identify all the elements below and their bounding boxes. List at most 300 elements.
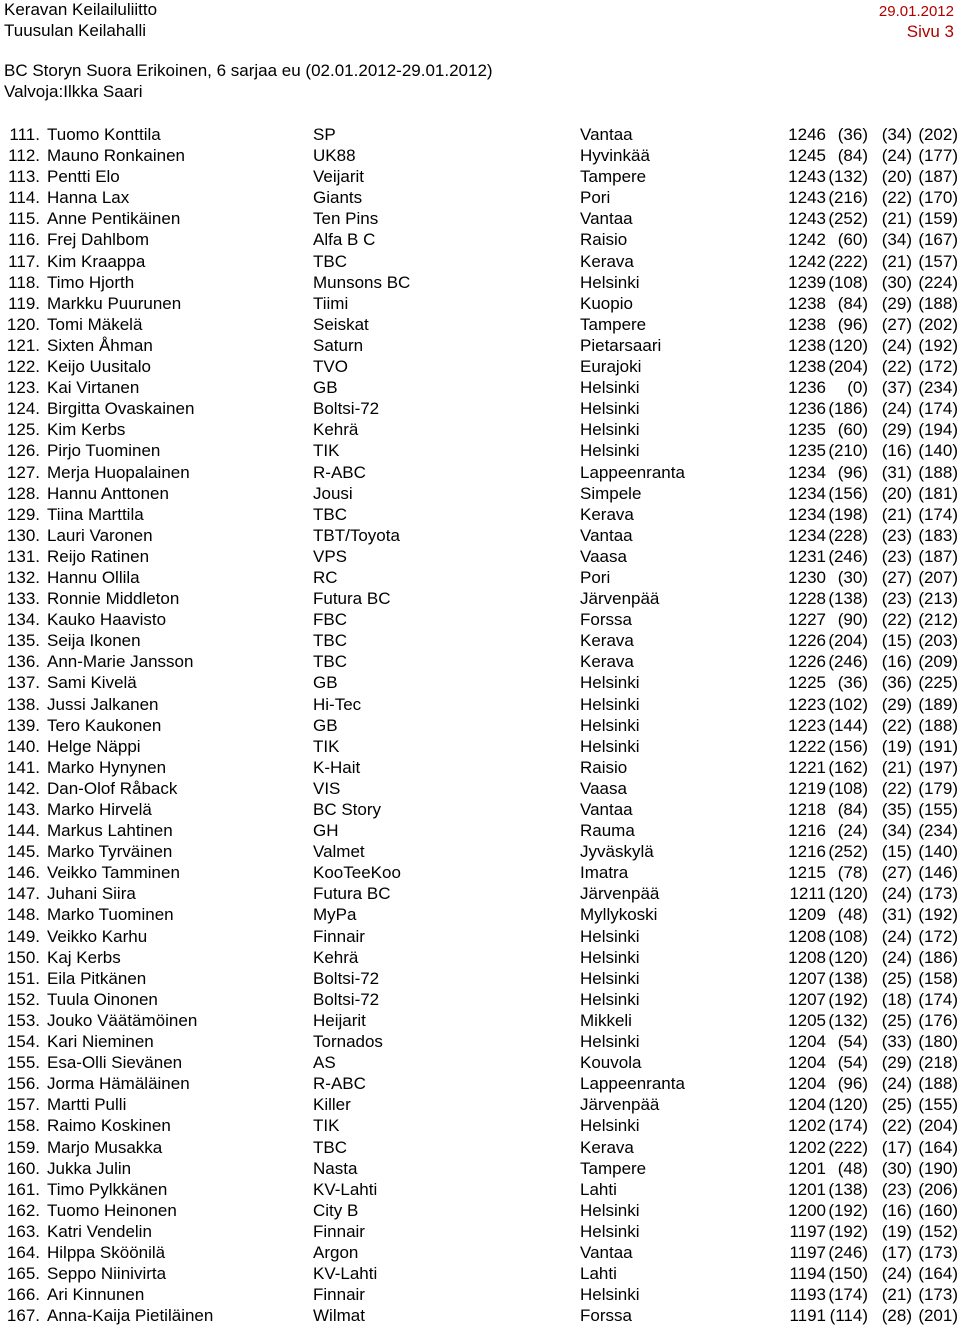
city-cell: Vaasa xyxy=(580,778,627,798)
rank-cell: 156. xyxy=(6,1074,40,1094)
player-name-cell: Tuula Oinonen xyxy=(47,989,158,1009)
best-game-cell: (140) xyxy=(918,842,958,862)
table-row xyxy=(0,145,960,166)
rank-cell: 129. xyxy=(6,504,40,524)
best-game-cell: (188) xyxy=(918,715,958,735)
best-game-cell: (140) xyxy=(918,441,958,461)
player-name-cell: Jussi Jalkanen xyxy=(47,694,159,714)
handicap-cell: (174) xyxy=(828,1285,868,1305)
handicap-cell: (120) xyxy=(828,1095,868,1115)
club-cell: Tiimi xyxy=(313,293,349,313)
rank-cell: 118. xyxy=(8,272,40,292)
games-cell: (35) xyxy=(881,800,912,819)
best-game-cell: (186) xyxy=(918,947,958,967)
city-cell: Myllykoski xyxy=(580,905,658,925)
handicap-cell: (96) xyxy=(837,1074,868,1094)
rank-cell: 119. xyxy=(8,293,40,313)
player-name-cell: Mauno Ronkainen xyxy=(47,146,185,166)
games-cell: (17) xyxy=(881,1137,912,1157)
city-cell: Helsinki xyxy=(580,272,640,292)
city-cell: Helsinki xyxy=(580,968,640,988)
best-game-cell: (172) xyxy=(918,357,958,377)
player-name-cell: Lauri Varonen xyxy=(47,525,153,545)
club-cell: SP xyxy=(313,125,336,144)
table-row xyxy=(0,377,960,398)
city-cell: Helsinki xyxy=(580,1032,640,1052)
handicap-cell: (84) xyxy=(837,146,868,166)
total-score-cell: 1246 xyxy=(788,125,826,144)
city-cell: Lappeenranta xyxy=(580,462,685,482)
rank-cell: 164. xyxy=(6,1242,40,1262)
handicap-cell: (120) xyxy=(828,335,868,355)
games-cell: (30) xyxy=(881,272,912,292)
table-row xyxy=(0,440,960,461)
best-game-cell: (180) xyxy=(918,1032,958,1052)
best-game-cell: (179) xyxy=(918,778,958,798)
games-cell: (31) xyxy=(881,462,912,482)
handicap-cell: (222) xyxy=(828,1137,868,1157)
rank-cell: 132. xyxy=(6,567,40,587)
table-row xyxy=(0,1052,960,1073)
total-score-cell: 1225 xyxy=(788,673,826,693)
club-cell: KV-Lahti xyxy=(313,1264,378,1284)
best-game-cell: (218) xyxy=(918,1053,958,1073)
games-cell: (23) xyxy=(881,589,912,609)
games-cell: (19) xyxy=(881,1221,912,1241)
player-name-cell: Jukka Julin xyxy=(47,1158,132,1178)
total-score-cell: 1222 xyxy=(788,736,826,756)
table-row xyxy=(0,609,960,630)
club-cell: Kehrä xyxy=(313,947,359,967)
total-score-cell: 1236 xyxy=(788,399,826,419)
table-row xyxy=(0,483,960,504)
city-cell: Vantaa xyxy=(580,525,633,545)
handicap-cell: (222) xyxy=(828,251,868,271)
total-score-cell: 1201 xyxy=(788,1179,826,1199)
best-game-cell: (160) xyxy=(918,1200,958,1220)
city-cell: Pietarsaari xyxy=(580,335,662,355)
rank-cell: 144. xyxy=(6,821,40,841)
best-game-cell: (188) xyxy=(918,293,958,313)
best-game-cell: (212) xyxy=(918,610,958,630)
city-cell: Raisio xyxy=(580,757,628,777)
games-cell: (22) xyxy=(881,715,912,735)
handicap-cell: (192) xyxy=(828,989,868,1009)
total-score-cell: 1234 xyxy=(788,483,826,503)
games-cell: (25) xyxy=(881,1010,912,1030)
rank-cell: 165. xyxy=(6,1264,40,1284)
club-cell: UK88 xyxy=(313,146,356,166)
table-row xyxy=(0,841,960,862)
table-row xyxy=(0,736,960,757)
handicap-cell: (246) xyxy=(828,546,868,566)
club-cell: R-ABC xyxy=(313,462,366,482)
rank-cell: 150. xyxy=(6,947,40,967)
rank-cell: 155. xyxy=(6,1053,40,1073)
club-cell: VPS xyxy=(313,546,348,566)
city-cell: Järvenpää xyxy=(580,1095,660,1115)
total-score-cell: 1234 xyxy=(788,504,826,524)
club-cell: Jousi xyxy=(313,483,353,503)
handicap-cell: (132) xyxy=(828,167,868,187)
club-cell: K-Hait xyxy=(313,757,361,777)
table-row xyxy=(0,419,960,440)
handicap-cell: (156) xyxy=(828,736,868,756)
best-game-cell: (174) xyxy=(918,989,958,1009)
rank-cell: 154. xyxy=(6,1032,40,1052)
club-cell: Veijarit xyxy=(313,167,365,187)
rank-cell: 146. xyxy=(6,863,40,883)
table-row xyxy=(0,124,960,145)
total-score-cell: 1205 xyxy=(788,1010,826,1030)
games-cell: (25) xyxy=(881,968,912,988)
player-name-cell: Sixten Åhman xyxy=(47,335,153,355)
club-cell: VIS xyxy=(313,778,341,798)
games-cell: (28) xyxy=(881,1306,912,1326)
club-cell: TBC xyxy=(313,504,347,524)
total-score-cell: 1221 xyxy=(788,757,826,777)
results-table xyxy=(0,124,960,1326)
table-row xyxy=(0,1263,960,1284)
table-row xyxy=(0,504,960,525)
club-cell: Saturn xyxy=(313,335,364,355)
page-number: Sivu 3 xyxy=(906,22,954,41)
total-score-cell: 1216 xyxy=(788,842,826,862)
club-cell: KooTeeKoo xyxy=(313,863,401,883)
table-row xyxy=(0,1031,960,1052)
player-name-cell: Marko Hynynen xyxy=(47,757,167,777)
games-cell: (27) xyxy=(881,567,912,587)
table-row xyxy=(0,546,960,567)
total-score-cell: 1239 xyxy=(788,272,826,292)
total-score-cell: 1201 xyxy=(788,1158,826,1178)
city-cell: Pori xyxy=(580,188,611,208)
rank-cell: 163. xyxy=(6,1221,40,1241)
games-cell: (24) xyxy=(881,146,912,166)
handicap-cell: (150) xyxy=(828,1264,868,1284)
table-row xyxy=(0,1158,960,1179)
table-row xyxy=(0,1073,960,1094)
games-cell: (29) xyxy=(881,420,912,440)
city-cell: Kouvola xyxy=(580,1053,642,1073)
player-name-cell: Tuomo Konttila xyxy=(47,125,161,144)
city-cell: Lappeenranta xyxy=(580,1074,685,1094)
best-game-cell: (155) xyxy=(918,1095,958,1115)
rank-cell: 145. xyxy=(6,842,40,862)
total-score-cell: 1215 xyxy=(788,863,826,883)
club-cell: Hi-Tec xyxy=(313,694,362,714)
best-game-cell: (177) xyxy=(918,146,958,166)
games-cell: (18) xyxy=(881,989,912,1009)
city-cell: Simpele xyxy=(580,483,642,503)
table-row xyxy=(0,356,960,377)
table-row xyxy=(0,293,960,314)
rank-cell: 123. xyxy=(6,378,40,398)
games-cell: (25) xyxy=(881,1095,912,1115)
table-row xyxy=(0,778,960,799)
city-cell: Tampere xyxy=(580,167,647,187)
handicap-cell: (54) xyxy=(837,1032,868,1052)
city-cell: Kerava xyxy=(580,251,634,271)
handicap-cell: (48) xyxy=(837,905,868,925)
city-cell: Helsinki xyxy=(580,420,640,440)
total-score-cell: 1191 xyxy=(789,1306,826,1326)
rank-cell: 158. xyxy=(6,1116,40,1136)
games-cell: (24) xyxy=(881,1074,912,1094)
handicap-cell: (60) xyxy=(837,420,868,440)
best-game-cell: (207) xyxy=(918,567,958,587)
games-cell: (20) xyxy=(881,167,912,187)
total-score-cell: 1234 xyxy=(788,525,826,545)
event-title: BC Storyn Suora Erikoinen, 6 sarjaa eu (02.01.2012-29.01.2012) xyxy=(4,61,493,80)
club-cell: Ten Pins xyxy=(313,209,379,229)
best-game-cell: (202) xyxy=(918,125,958,144)
player-name-cell: Ronnie Middleton xyxy=(47,589,180,609)
player-name-cell: Martti Pulli xyxy=(47,1095,127,1115)
table-row xyxy=(0,525,960,546)
club-cell: Giants xyxy=(313,188,363,208)
best-game-cell: (157) xyxy=(918,251,958,271)
total-score-cell: 1243 xyxy=(788,209,826,229)
total-score-cell: 1211 xyxy=(789,884,826,904)
player-name-cell: Hilppa Sköönilä xyxy=(47,1242,166,1262)
club-cell: Boltsi-72 xyxy=(313,399,380,419)
rank-cell: 121. xyxy=(6,335,40,355)
player-name-cell: Dan-Olof Råback xyxy=(47,778,178,798)
handicap-cell: (96) xyxy=(837,314,868,334)
best-game-cell: (224) xyxy=(918,272,958,292)
player-name-cell: Ann-Marie Jansson xyxy=(47,652,194,672)
table-row xyxy=(0,1115,960,1136)
player-name-cell: Pirjo Tuominen xyxy=(47,441,161,461)
handicap-cell: (138) xyxy=(828,589,868,609)
club-cell: Nasta xyxy=(313,1158,358,1178)
total-score-cell: 1238 xyxy=(788,357,826,377)
city-cell: Helsinki xyxy=(580,947,640,967)
player-name-cell: Merja Huopalainen xyxy=(47,462,190,482)
table-row xyxy=(0,1010,960,1031)
club-cell: TBT/Toyota xyxy=(313,525,400,545)
best-game-cell: (204) xyxy=(918,1116,958,1136)
rank-cell: 149. xyxy=(6,926,40,946)
city-cell: Vantaa xyxy=(580,800,633,819)
handicap-cell: (0) xyxy=(847,378,868,398)
handicap-cell: (186) xyxy=(828,399,868,419)
player-name-cell: Birgitta Ovaskainen xyxy=(47,399,195,419)
rank-cell: 138. xyxy=(6,694,40,714)
games-cell: (22) xyxy=(881,357,912,377)
club-cell: Alfa B C xyxy=(313,230,376,250)
games-cell: (37) xyxy=(881,378,912,398)
player-name-cell: Marko Tuominen xyxy=(47,905,174,925)
club-cell: TVO xyxy=(313,357,348,377)
club-cell: Killer xyxy=(313,1095,351,1115)
total-score-cell: 1242 xyxy=(788,251,826,271)
best-game-cell: (189) xyxy=(918,694,958,714)
handicap-cell: (60) xyxy=(837,230,868,250)
city-cell: Raisio xyxy=(580,230,628,250)
club-cell: MyPa xyxy=(313,905,357,925)
best-game-cell: (201) xyxy=(918,1306,958,1326)
table-row xyxy=(0,630,960,651)
total-score-cell: 1207 xyxy=(788,989,826,1009)
table-row xyxy=(0,926,960,947)
handicap-cell: (78) xyxy=(837,863,868,883)
handicap-cell: (90) xyxy=(837,610,868,630)
rank-cell: 137. xyxy=(6,673,40,693)
city-cell: Vantaa xyxy=(580,1242,633,1262)
player-name-cell: Hannu Anttonen xyxy=(47,483,169,503)
table-row xyxy=(0,651,960,672)
city-cell: Vantaa xyxy=(580,125,633,144)
rank-cell: 142. xyxy=(6,778,40,798)
handicap-cell: (144) xyxy=(828,715,868,735)
total-score-cell: 1227 xyxy=(788,610,826,630)
games-cell: (34) xyxy=(881,230,912,250)
games-cell: (23) xyxy=(881,525,912,545)
table-row xyxy=(0,1094,960,1115)
handicap-cell: (228) xyxy=(828,525,868,545)
best-game-cell: (225) xyxy=(918,673,958,693)
player-name-cell: Veikko Tamminen xyxy=(47,863,180,883)
best-game-cell: (192) xyxy=(918,335,958,355)
games-cell: (15) xyxy=(881,842,912,862)
total-score-cell: 1226 xyxy=(788,631,826,651)
player-name-cell: Kim Kraappa xyxy=(47,251,146,271)
handicap-cell: (102) xyxy=(828,694,868,714)
player-name-cell: Keijo Uusitalo xyxy=(47,357,151,377)
city-cell: Vantaa xyxy=(580,209,633,229)
club-cell: GB xyxy=(313,673,338,693)
games-cell: (20) xyxy=(881,483,912,503)
table-row xyxy=(0,1305,960,1326)
handicap-cell: (162) xyxy=(828,757,868,777)
handicap-cell: (84) xyxy=(837,293,868,313)
table-row xyxy=(0,1200,960,1221)
city-cell: Hyvinkää xyxy=(580,146,650,166)
player-name-cell: Eila Pitkänen xyxy=(47,968,147,988)
handicap-cell: (108) xyxy=(828,272,868,292)
table-row xyxy=(0,314,960,335)
table-row xyxy=(0,757,960,778)
rank-cell: 141. xyxy=(6,757,40,777)
rank-cell: 140. xyxy=(6,736,40,756)
table-row xyxy=(0,904,960,925)
games-cell: (16) xyxy=(881,652,912,672)
games-cell: (27) xyxy=(881,314,912,334)
rank-cell: 113. xyxy=(8,167,40,187)
player-name-cell: Timo Pylkkänen xyxy=(47,1179,168,1199)
player-name-cell: Pentti Elo xyxy=(47,167,120,187)
club-cell: Futura BC xyxy=(313,884,391,904)
club-cell: TIK xyxy=(313,1116,340,1136)
table-row xyxy=(0,251,960,272)
best-game-cell: (167) xyxy=(918,230,958,250)
city-cell: Lahti xyxy=(580,1264,617,1284)
club-cell: GB xyxy=(313,378,338,398)
games-cell: (21) xyxy=(881,1285,912,1305)
city-cell: Helsinki xyxy=(580,989,640,1009)
club-cell: Valmet xyxy=(313,842,365,862)
best-game-cell: (183) xyxy=(918,525,958,545)
city-cell: Rauma xyxy=(580,821,635,841)
best-game-cell: (234) xyxy=(918,821,958,841)
club-cell: TBC xyxy=(313,652,347,672)
rank-cell: 161. xyxy=(6,1179,40,1199)
best-game-cell: (187) xyxy=(918,167,958,187)
games-cell: (34) xyxy=(881,125,912,144)
best-game-cell: (173) xyxy=(918,884,958,904)
club-cell: Finnair xyxy=(313,1285,365,1305)
rank-cell: 147. xyxy=(6,884,40,904)
rank-cell: 166. xyxy=(6,1285,40,1305)
city-cell: Helsinki xyxy=(580,1200,640,1220)
games-cell: (21) xyxy=(881,251,912,271)
rank-cell: 153. xyxy=(6,1010,40,1030)
total-score-cell: 1223 xyxy=(788,715,826,735)
city-cell: Tampere xyxy=(580,314,647,334)
city-cell: Helsinki xyxy=(580,673,640,693)
club-cell: Seiskat xyxy=(313,314,369,334)
print-date: 29.01.2012 xyxy=(878,3,954,20)
club-cell: TBC xyxy=(313,1137,347,1157)
handicap-cell: (252) xyxy=(828,209,868,229)
table-row xyxy=(0,335,960,356)
handicap-cell: (108) xyxy=(828,778,868,798)
club-cell: Tornados xyxy=(313,1032,383,1052)
handicap-cell: (210) xyxy=(828,441,868,461)
player-name-cell: Marko Tyrväinen xyxy=(47,842,173,862)
city-cell: Vaasa xyxy=(580,546,627,566)
handicap-cell: (198) xyxy=(828,504,868,524)
best-game-cell: (202) xyxy=(918,314,958,334)
table-row xyxy=(0,1284,960,1305)
player-name-cell: Jouko Väätämöinen xyxy=(47,1010,198,1030)
handicap-cell: (204) xyxy=(828,631,868,651)
best-game-cell: (190) xyxy=(918,1158,958,1178)
club-cell: R-ABC xyxy=(313,1074,366,1094)
games-cell: (21) xyxy=(881,757,912,777)
player-name-cell: Hanna Lax xyxy=(47,188,130,208)
rank-cell: 124. xyxy=(6,399,40,419)
player-name-cell: Ari Kinnunen xyxy=(47,1285,145,1305)
player-name-cell: Marjo Musakka xyxy=(47,1137,163,1157)
rank-cell: 152. xyxy=(6,989,40,1009)
rank-cell: 148. xyxy=(6,905,40,925)
supervisor: Valvoja:Ilkka Saari xyxy=(4,82,143,101)
best-game-cell: (194) xyxy=(918,420,958,440)
city-cell: Helsinki xyxy=(580,1285,640,1305)
rank-cell: 122. xyxy=(6,357,40,377)
games-cell: (24) xyxy=(881,947,912,967)
handicap-cell: (96) xyxy=(837,462,868,482)
handicap-cell: (114) xyxy=(829,1306,868,1326)
total-score-cell: 1235 xyxy=(788,420,826,440)
club-cell: AS xyxy=(313,1053,336,1073)
total-score-cell: 1226 xyxy=(788,652,826,672)
player-name-cell: Raimo Koskinen xyxy=(47,1116,171,1136)
player-name-cell: Anna-Kaija Pietiläinen xyxy=(47,1306,214,1326)
city-cell: Kerava xyxy=(580,1137,634,1157)
games-cell: (24) xyxy=(881,1264,912,1284)
total-score-cell: 1208 xyxy=(788,926,826,946)
city-cell: Jyväskylä xyxy=(580,842,654,862)
table-row xyxy=(0,272,960,293)
table-row xyxy=(0,1221,960,1242)
total-score-cell: 1243 xyxy=(788,188,826,208)
handicap-cell: (156) xyxy=(828,483,868,503)
games-cell: (21) xyxy=(881,209,912,229)
